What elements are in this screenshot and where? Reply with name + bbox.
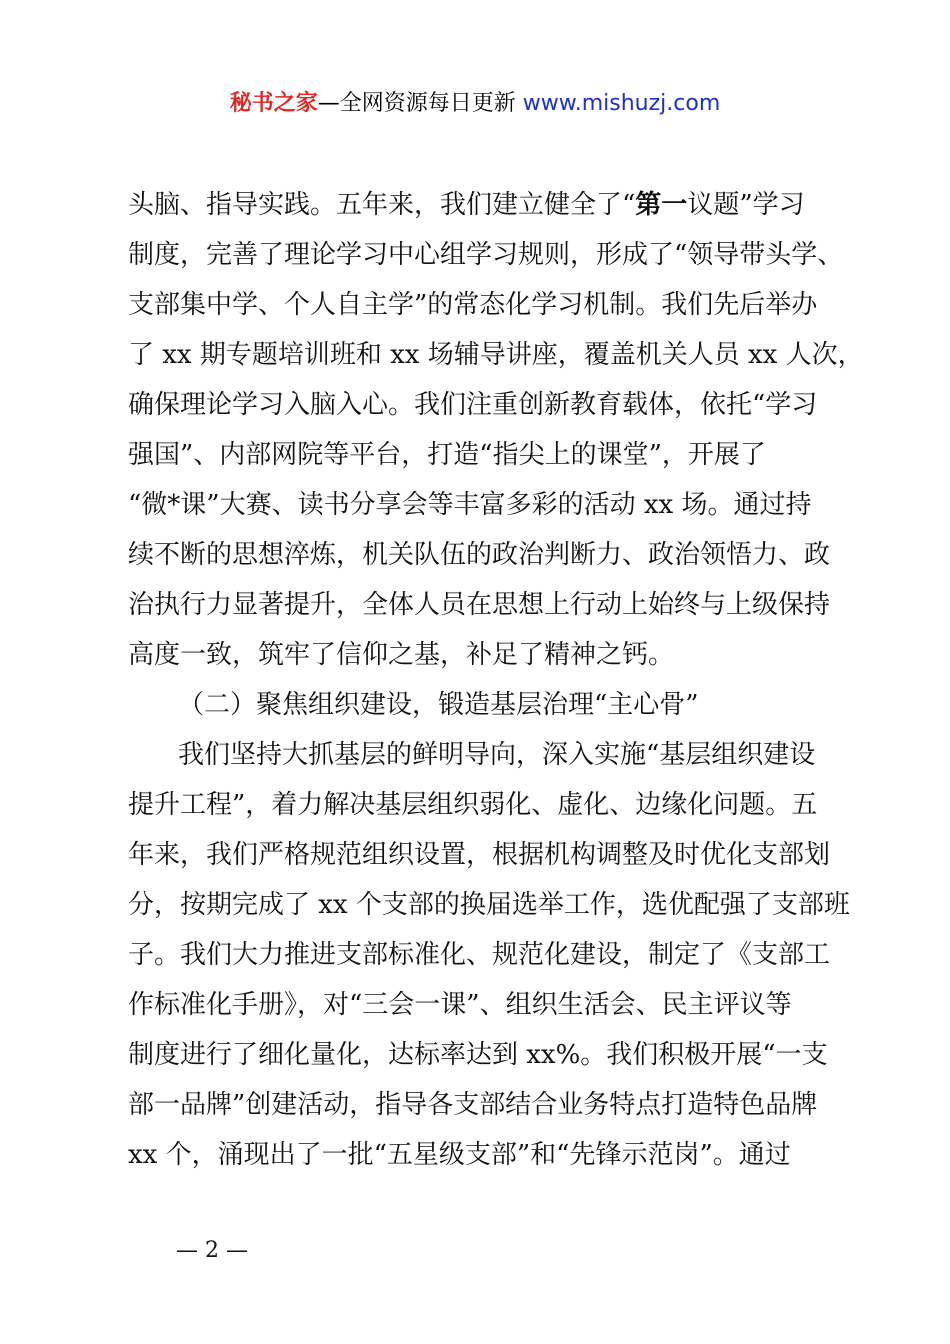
paragraph-line: 支部集中学、个人自主学”的常态化学习机制。我们先后举办 bbox=[128, 290, 818, 320]
paragraph-line: 强国”、内部网院等平台，打造“指尖上的课堂”，开展了 bbox=[128, 440, 766, 470]
site-tagline: —全网资源每日更新 bbox=[317, 91, 523, 116]
paragraph-line: 高度一致，筑牢了信仰之基，补足了精神之钙。 bbox=[128, 640, 675, 670]
paragraph-line: 了 xx 期专题培训班和 xx 场辅导讲座，覆盖机关人员 xx 人次， bbox=[128, 340, 864, 370]
paragraph-line: 制度，完善了理论学习中心组学习规则，形成了“领导带头学、 bbox=[128, 240, 844, 270]
text-run: 议题”学习 bbox=[687, 190, 805, 220]
paragraph-first-line: 我们坚持大抓基层的鲜明导向，深入实施“基层组织建设 bbox=[178, 740, 816, 770]
site-brand: 秘书之家 bbox=[229, 91, 318, 116]
paragraph-line: 治执行力显著提升，全体人员在思想上行动上始终与上级保持 bbox=[128, 590, 831, 620]
paragraph-line: 年来，我们严格规范组织设置，根据机构调整及时优化支部划 bbox=[128, 840, 831, 870]
paragraph-line: 制度进行了细化量化，达标率达到 xx%。我们积极开展“一支 bbox=[128, 1040, 828, 1070]
paragraph-line: xx 个，涌现出了一批“五星级支部”和“先锋示范岗”。通过 bbox=[128, 1140, 791, 1170]
paragraph-line: 分，按期完成了 xx 个支部的换届选举工作，选优配强了支部班 bbox=[128, 890, 850, 920]
bold-term: 第一 bbox=[635, 190, 688, 220]
paragraph-line bbox=[128, 180, 840, 230]
paragraph-line: 子。我们大力推进支部标准化、规范化建设，制定了《支部工 bbox=[128, 940, 831, 970]
section-heading: （二）聚焦组织建设，锻造基层治理“主心骨” bbox=[178, 690, 699, 720]
document-body bbox=[128, 180, 864, 1180]
paragraph-line: 续不断的思想淬炼，机关队伍的政治判断力、政治领悟力、政 bbox=[128, 540, 831, 570]
paragraph-line: 作标准化手册》，对“三会一课”、组织生活会、民主评议等 bbox=[128, 990, 792, 1020]
page-number: — 2 — bbox=[176, 1238, 248, 1263]
site-url-link[interactable]: www.mishuzj.com bbox=[522, 91, 721, 116]
paragraph-line: 部一品牌”创建活动，指导各支部结合业务特点打造特色品牌 bbox=[128, 1090, 818, 1120]
paragraph-line: 确保理论学习入脑入心。我们注重创新教育载体，依托“学习 bbox=[128, 390, 818, 420]
text-run: 头脑、指导实践。五年来，我们建立健全了“ bbox=[128, 190, 636, 220]
paragraph-line: 提升工程”，着力解决基层组织弱化、虚化、边缘化问题。五 bbox=[128, 790, 818, 820]
paragraph-line: “微*课”大赛、读书分享会等丰富多彩的活动 xx 场。通过持 bbox=[128, 490, 812, 520]
site-header bbox=[0, 88, 950, 120]
